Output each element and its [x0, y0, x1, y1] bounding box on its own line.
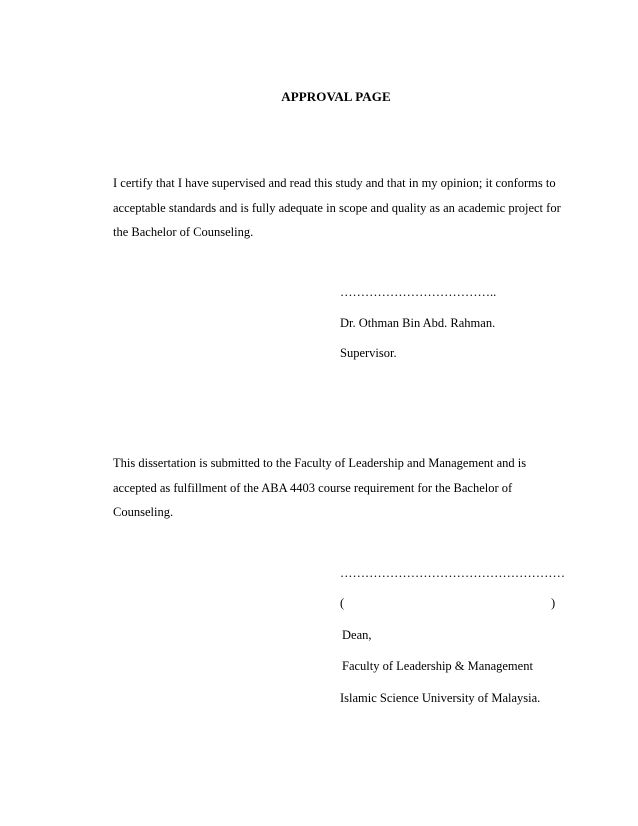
dean-faculty: Faculty of Leadership & Management	[342, 659, 533, 673]
dean-name-close-paren: )	[551, 596, 556, 610]
dean-title: Dean,	[342, 628, 372, 642]
certification-line-2: acceptable standards and is fully adequate in scope and quality as an academic project for	[113, 200, 561, 215]
certification-line-1: I certify that I have supervised and read this study and that in my opinion; it conforms to	[113, 176, 556, 190]
dean-name-open-paren: (	[340, 596, 345, 610]
certification-paragraph	[113, 171, 573, 245]
certification-line-3: the Bachelor of Counseling.	[113, 225, 254, 239]
supervisor-signature-line: ………………………………..	[340, 285, 497, 299]
submission-paragraph	[113, 451, 573, 525]
dean-signature-line: ………………………………………………	[340, 566, 565, 580]
submission-line-3: Counseling.	[113, 505, 174, 519]
page-title: APPROVAL PAGE	[281, 89, 391, 104]
submission-line-2: accepted as fulfillment of the ABA 4403 course requirement for the Bachelor of	[113, 480, 513, 495]
supervisor-name: Dr. Othman Bin Abd. Rahman.	[340, 316, 496, 330]
dean-university: Islamic Science University of Malaysia.	[340, 691, 541, 705]
submission-line-1: This dissertation is submitted to the Faculty of Leadership and Management and is	[113, 456, 527, 470]
supervisor-role: Supervisor.	[340, 346, 397, 360]
